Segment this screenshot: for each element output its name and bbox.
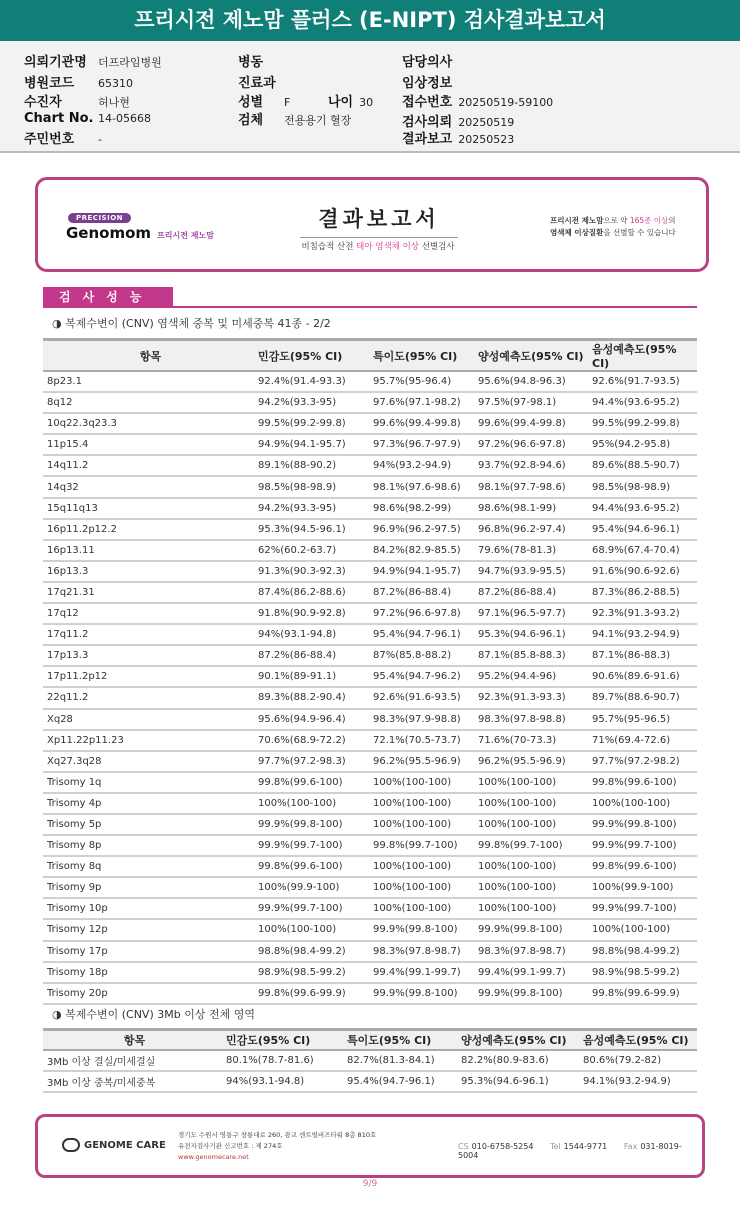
table-row [43, 1071, 697, 1092]
item-cell: Trisomy 9p [43, 877, 258, 898]
cs-number: 010-6758-5254 [471, 1142, 534, 1151]
value-cell: 98.5%(98-98.9) [258, 476, 373, 497]
value-cell: 82.7%(81.3-84.1) [347, 1050, 461, 1071]
table-row [43, 730, 697, 751]
value-cell: 87.2%(86-88.4) [478, 582, 592, 603]
banner-tagline [550, 215, 676, 239]
value-cell: 80.6%(79.2-82) [583, 1050, 697, 1071]
value-cell: 92.6%(91.7-93.5) [592, 371, 697, 392]
value-cell: 100%(99.9-100) [258, 877, 373, 898]
table-row [43, 519, 697, 540]
value-cell: 94%(93.2-94.9) [373, 455, 478, 476]
value-cell: 95%(94.2-95.8) [592, 434, 697, 455]
item-cell: 15q11q13 [43, 498, 258, 519]
column-header: 특이도(95% CI) [347, 1030, 461, 1050]
label: 주민번호 [24, 132, 75, 147]
table-row [43, 1050, 697, 1071]
table-row [43, 371, 697, 392]
value-cell: 71%(69.4-72.6) [592, 730, 697, 751]
chart-no-field [24, 111, 151, 126]
value-cell: 99.8%(99.6-100) [258, 772, 373, 793]
item-cell: Trisomy 17p [43, 941, 258, 962]
hospital-code-field [24, 72, 133, 91]
fax-number: 031-8019-5004 [458, 1142, 682, 1160]
table-row [43, 877, 697, 898]
value-cell: 84.2%(82.9-85.5) [373, 540, 478, 561]
column-header: 항목 [43, 1030, 226, 1050]
table-row [43, 983, 697, 1004]
value-cell: 97.2%(96.6-97.8) [478, 434, 592, 455]
column-header: 항목 [43, 340, 258, 372]
value-cell: 99.9%(99.8-100) [258, 814, 373, 835]
value-cell: 99.9%(99.8-100) [592, 814, 697, 835]
value-cell: 100%(100-100) [478, 814, 592, 835]
value-cell: 97.6%(97.1-98.2) [373, 392, 478, 413]
page-number: 9/9 [362, 1179, 378, 1189]
value-cell: 98.1%(97.6-98.6) [373, 476, 478, 497]
value-cell: 99.8%(99.6-100) [592, 772, 697, 793]
value-cell: 100%(100-100) [478, 772, 592, 793]
value-cell: 94.2%(93.3-95) [258, 498, 373, 519]
value-cell: 70.6%(68.9-72.2) [258, 730, 373, 751]
value-cell: 95.3%(94.6-96.1) [478, 624, 592, 645]
value-cell: 89.7%(88.6-90.7) [592, 687, 697, 708]
value-cell: 99.9%(99.8-100) [478, 983, 592, 1004]
report-banner [35, 177, 709, 272]
value-cell: 96.8%(96.2-97.4) [478, 519, 592, 540]
value-cell: 95.7%(95-96.5) [592, 709, 697, 730]
text: 의 [668, 216, 676, 225]
value-cell: 96.2%(95.5-96.9) [373, 751, 478, 772]
value-cell: 91.6%(90.6-92.6) [592, 561, 697, 582]
text: 비침습적 산전 [301, 242, 357, 252]
value-cell: 99.8%(99.7-100) [373, 835, 478, 856]
value-cell: 99.8%(99.7-100) [478, 835, 592, 856]
value-cell: 99.9%(99.8-100) [373, 919, 478, 940]
label: 결과보고 [402, 132, 453, 147]
accession-no-field [402, 91, 553, 110]
value-cell: 100%(100-100) [258, 793, 373, 814]
value: 30 [359, 96, 374, 109]
value-cell: 94.1%(93.2-94.9) [583, 1071, 697, 1092]
table-row [43, 898, 697, 919]
genome-care-logo-icon [62, 1138, 80, 1152]
doctor-field [402, 51, 458, 70]
value-cell: 90.6%(89.6-91.6) [592, 666, 697, 687]
table-row [43, 814, 697, 835]
table-row [43, 666, 697, 687]
label: 임상정보 [402, 76, 453, 91]
value-cell: 95.4%(94.7-96.2) [373, 666, 478, 687]
value-cell: 97.3%(96.7-97.9) [373, 434, 478, 455]
value-cell: 98.9%(98.5-99.2) [592, 962, 697, 983]
tel-label: Tel [549, 1142, 561, 1151]
item-cell: 17q11.2 [43, 624, 258, 645]
item-cell: Trisomy 12p [43, 919, 258, 940]
value-cell: 99.5%(99.2-99.8) [258, 413, 373, 434]
table-row [43, 835, 697, 856]
text: 을 선별할 수 있습니다 [603, 228, 676, 237]
item-cell: Trisomy 5p [43, 814, 258, 835]
value-cell: 100%(100-100) [592, 919, 697, 940]
table-row [43, 919, 697, 940]
value-cell: 87.2%(86-88.4) [373, 582, 478, 603]
item-cell: Trisomy 20p [43, 983, 258, 1004]
column-header: 양성예측도(95% CI) [478, 340, 592, 372]
value-cell: 100%(100-100) [478, 856, 592, 877]
value-cell: 99.4%(99.1-99.7) [373, 962, 478, 983]
highlight: 165종 이상 [629, 216, 669, 225]
value-cell: 91.8%(90.9-92.8) [258, 603, 373, 624]
value-cell: 94.9%(94.1-95.7) [373, 561, 478, 582]
label: 수진자 [24, 95, 62, 110]
item-cell: 17p13.3 [43, 645, 258, 666]
tel-number: 1544-9771 [563, 1142, 608, 1151]
table2-caption: ◑ 복제수변이 (CNV) 3Mb 이상 전체 영역 [52, 1008, 255, 1021]
value-cell: 99.6%(99.4-99.8) [373, 413, 478, 434]
value-cell: 95.3%(94.6-96.1) [461, 1071, 583, 1092]
table-row [43, 540, 697, 561]
footer-address [178, 1130, 376, 1163]
value-cell: 87.4%(86.2-88.6) [258, 582, 373, 603]
value-cell: 96.9%(96.2-97.5) [373, 519, 478, 540]
item-cell: 17q12 [43, 603, 258, 624]
cs-label: CS [458, 1142, 469, 1151]
item-cell: 10q22.3q23.3 [43, 413, 258, 434]
value: 65310 [98, 77, 133, 90]
value-cell: 72.1%(70.5-73.7) [373, 730, 478, 751]
value-cell: 87.1%(86-88.3) [592, 645, 697, 666]
cnv-3mb-performance-table [43, 1028, 697, 1093]
table-row [43, 624, 697, 645]
item-cell: Xq28 [43, 709, 258, 730]
text: 으로 약 [603, 216, 630, 225]
value-cell: 94.7%(93.9-95.5) [478, 561, 592, 582]
value-cell: 97.7%(97.2-98.3) [258, 751, 373, 772]
table1-caption: ◑ 복제수변이 (CNV) 염색체 중복 및 미세중복 41종 - 2/2 [52, 317, 331, 330]
value-cell: 100%(100-100) [373, 772, 478, 793]
item-cell: 14q32 [43, 476, 258, 497]
table-row [43, 793, 697, 814]
genomom-logo [66, 224, 214, 242]
value-cell: 99.9%(99.8-100) [373, 983, 478, 1004]
banner-title: 결과보고서 [300, 203, 458, 238]
value-cell: 99.8%(99.6-99.9) [258, 983, 373, 1004]
patient-info-panel [0, 41, 740, 153]
value-cell: 99.9%(99.8-100) [478, 919, 592, 940]
item-cell: 16p13.11 [43, 540, 258, 561]
recipient-field [24, 91, 130, 110]
item-cell: Trisomy 8q [43, 856, 258, 877]
value-cell: 95.3%(94.5-96.1) [258, 519, 373, 540]
value-cell: 98.6%(98.2-99) [373, 498, 478, 519]
value-cell: 98.8%(98.4-99.2) [592, 941, 697, 962]
value-cell: 99.5%(99.2-99.8) [592, 413, 697, 434]
table-row [43, 687, 697, 708]
sex-field [238, 91, 290, 110]
item-cell: 17q21.31 [43, 582, 258, 603]
value-cell: 62%(60.2-63.7) [258, 540, 373, 561]
table-row [43, 603, 697, 624]
item-cell: Trisomy 4p [43, 793, 258, 814]
table-row [43, 455, 697, 476]
value-cell: 98.3%(97.9-98.8) [373, 709, 478, 730]
item-cell: 3Mb 이상 중복/미세중복 [43, 1071, 226, 1092]
value-cell: 94.1%(93.2-94.9) [592, 624, 697, 645]
table-row [43, 476, 697, 497]
label: 병동 [238, 55, 264, 70]
brand-kr: 프리시전 제노맘 [157, 231, 214, 240]
value: 20250519-59100 [458, 96, 554, 109]
footer-contact [458, 1142, 702, 1160]
value-cell: 91.3%(90.3-92.3) [258, 561, 373, 582]
value-cell: 79.6%(78-81.3) [478, 540, 592, 561]
value-cell: 94%(93.1-94.8) [226, 1071, 347, 1092]
item-cell: Xq27.3q28 [43, 751, 258, 772]
value: F [284, 96, 291, 109]
department-field [238, 72, 282, 91]
table-row [43, 962, 697, 983]
value-cell: 98.8%(98.4-99.2) [258, 941, 373, 962]
brand: Genomom [66, 224, 152, 242]
fax-label: Fax [623, 1142, 638, 1151]
item-cell: 8p23.1 [43, 371, 258, 392]
value-cell: 92.3%(91.3-93.3) [478, 687, 592, 708]
label: 접수번호 [402, 95, 453, 110]
value-cell: 89.1%(88-90.2) [258, 455, 373, 476]
table-row [43, 772, 697, 793]
clinical-info-field [402, 72, 458, 91]
value-cell: 98.9%(98.5-99.2) [258, 962, 373, 983]
value-cell: 100%(100-100) [478, 793, 592, 814]
value-cell: 95.7%(95-96.4) [373, 371, 478, 392]
label: 나이 [328, 95, 354, 110]
value-cell: 97.5%(97-98.1) [478, 392, 592, 413]
label: 진료과 [238, 76, 276, 91]
value-cell: 95.4%(94.6-96.1) [592, 519, 697, 540]
company: GENOME CARE [84, 1140, 166, 1151]
cnv-41-performance-table [43, 338, 697, 1005]
label: 검체 [238, 113, 264, 128]
age-field [328, 91, 373, 110]
section-divider [43, 306, 697, 308]
item-cell: Trisomy 18p [43, 962, 258, 983]
value-cell: 96.2%(95.5-96.9) [478, 751, 592, 772]
value-cell: 99.8%(99.6-99.9) [592, 983, 697, 1004]
value-cell: 68.9%(67.4-70.4) [592, 540, 697, 561]
value-cell: 94.4%(93.6-95.2) [592, 392, 697, 413]
value-cell: 100%(100-100) [478, 877, 592, 898]
value-cell: 94%(93.1-94.8) [258, 624, 373, 645]
value: 전용용기 혈장 [284, 114, 352, 127]
value-cell: 87.2%(86-88.4) [258, 645, 373, 666]
label: 의뢰기관명 [24, 55, 87, 70]
address: 경기도 수원시 영통구 창룡대로 260, 광교 센트럴비즈타워 8층 810호 [178, 1131, 377, 1139]
label: 병원코드 [24, 76, 75, 91]
value-cell: 92.3%(91.3-93.2) [592, 603, 697, 624]
value-cell: 95.4%(94.7-96.1) [373, 624, 478, 645]
value-cell: 98.3%(97.8-98.7) [478, 941, 592, 962]
value-cell: 100%(100-100) [592, 793, 697, 814]
text: 프리시전 제노맘 [550, 216, 604, 225]
value-cell: 98.1%(97.7-98.6) [478, 476, 592, 497]
item-cell: 16p13.3 [43, 561, 258, 582]
table-row [43, 392, 697, 413]
ward-field [238, 51, 269, 70]
value-cell: 94.4%(93.6-95.2) [592, 498, 697, 519]
value-cell: 99.9%(99.7-100) [258, 898, 373, 919]
value-cell: 97.1%(96.5-97.7) [478, 603, 592, 624]
value-cell: 90.1%(89-91.1) [258, 666, 373, 687]
item-cell: 14q11.2 [43, 455, 258, 476]
label: 검사의뢰 [402, 115, 453, 130]
item-cell: Trisomy 8p [43, 835, 258, 856]
value: - [98, 133, 102, 146]
table-row [43, 709, 697, 730]
highlight: 태아 염색체 이상 [356, 242, 419, 252]
table-row [43, 413, 697, 434]
label: Chart No. [24, 111, 94, 126]
value-cell: 95.2%(94.4-96) [478, 666, 592, 687]
value-cell: 87%(85.8-88.2) [373, 645, 478, 666]
item-cell: Trisomy 10p [43, 898, 258, 919]
precision-badge: PRECISION [68, 213, 131, 223]
item-cell: Trisomy 1q [43, 772, 258, 793]
value-cell: 92.4%(91.4-93.3) [258, 371, 373, 392]
section-title: 검사성능 [43, 287, 173, 307]
table-row [43, 856, 697, 877]
item-cell: Xp11.22p11.23 [43, 730, 258, 751]
value-cell: 99.9%(99.7-100) [592, 898, 697, 919]
table-row [43, 561, 697, 582]
value-cell: 100%(100-100) [478, 898, 592, 919]
table-row [43, 941, 697, 962]
table-row [43, 434, 697, 455]
value-cell: 100%(100-100) [373, 856, 478, 877]
report-date-field [402, 128, 514, 147]
value-cell: 80.1%(78.7-81.6) [226, 1050, 347, 1071]
label: 성별 [238, 95, 264, 110]
value-cell: 87.1%(85.8-88.3) [478, 645, 592, 666]
banner-subtitle [283, 240, 473, 252]
website-link[interactable]: www.genomecare.net [178, 1153, 249, 1161]
value-cell: 95.4%(94.7-96.1) [347, 1071, 461, 1092]
column-header: 민감도(95% CI) [258, 340, 373, 372]
table-header-row [43, 340, 697, 372]
value-cell: 100%(100-100) [373, 814, 478, 835]
resident-no-field [24, 128, 102, 147]
value-cell: 98.3%(97.8-98.8) [478, 709, 592, 730]
table-row [43, 751, 697, 772]
value-cell: 99.4%(99.1-99.7) [478, 962, 592, 983]
value-cell: 92.6%(91.6-93.5) [373, 687, 478, 708]
specimen-field [238, 109, 351, 128]
value-cell: 100%(100-100) [373, 877, 478, 898]
text: 염색체 이상질환 [550, 228, 604, 237]
footer [35, 1114, 705, 1178]
value-cell: 89.3%(88.2-90.4) [258, 687, 373, 708]
value-cell: 100%(100-100) [258, 919, 373, 940]
value-cell: 99.8%(99.6-100) [592, 856, 697, 877]
item-cell: 3Mb 이상 결실/미세결실 [43, 1050, 226, 1071]
value-cell: 93.7%(92.8-94.6) [478, 455, 592, 476]
column-header: 특이도(95% CI) [373, 340, 478, 372]
value-cell: 94.9%(94.1-95.7) [258, 434, 373, 455]
value-cell: 98.6%(98.1-99) [478, 498, 592, 519]
value-cell: 100%(99.9-100) [592, 877, 697, 898]
value: 허나현 [98, 96, 130, 109]
genome-care-logo [62, 1138, 166, 1152]
item-cell: 8q12 [43, 392, 258, 413]
registration: 유전자검사기관 신고번호 : 제 274호 [178, 1142, 283, 1150]
item-cell: 16p11.2p12.2 [43, 519, 258, 540]
value-cell: 100%(100-100) [373, 898, 478, 919]
value-cell: 97.7%(97.2-98.2) [592, 751, 697, 772]
value-cell: 100%(100-100) [373, 793, 478, 814]
item-cell: 22q11.2 [43, 687, 258, 708]
table-header-row [43, 1030, 697, 1050]
value: 14-05668 [98, 112, 151, 125]
value-cell: 97.2%(96.6-97.8) [373, 603, 478, 624]
value-cell: 94.2%(93.3-95) [258, 392, 373, 413]
value-cell: 98.5%(98-98.9) [592, 476, 697, 497]
item-cell: 11p15.4 [43, 434, 258, 455]
column-header: 양성예측도(95% CI) [461, 1030, 583, 1050]
value-cell: 95.6%(94.8-96.3) [478, 371, 592, 392]
value-cell: 99.9%(99.7-100) [592, 835, 697, 856]
table-row [43, 498, 697, 519]
value-cell: 99.8%(99.6-100) [258, 856, 373, 877]
value: 20250523 [458, 133, 515, 146]
table-row [43, 582, 697, 603]
value-cell: 82.2%(80.9-83.6) [461, 1050, 583, 1071]
report-title: 프리시전 제노맘 플러스 (E-NIPT) 검사결과보고서 [0, 0, 740, 41]
column-header: 음성예측도(95% CI) [583, 1030, 697, 1050]
column-header: 음성예측도(95% CI) [592, 340, 697, 372]
institution-field [24, 51, 162, 70]
table-row [43, 645, 697, 666]
label: 담당의사 [402, 55, 453, 70]
value: 20250519 [458, 116, 515, 129]
column-header: 민감도(95% CI) [226, 1030, 347, 1050]
value-cell: 71.6%(70-73.3) [478, 730, 592, 751]
value-cell: 99.6%(99.4-99.8) [478, 413, 592, 434]
value-cell: 98.3%(97.8-98.7) [373, 941, 478, 962]
value: 더프라임병원 [98, 56, 162, 69]
value-cell: 95.6%(94.9-96.4) [258, 709, 373, 730]
item-cell: 17p11.2p12 [43, 666, 258, 687]
text: 선별검사 [419, 242, 455, 252]
value-cell: 89.6%(88.5-90.7) [592, 455, 697, 476]
value-cell: 87.3%(86.2-88.5) [592, 582, 697, 603]
value-cell: 99.9%(99.7-100) [258, 835, 373, 856]
